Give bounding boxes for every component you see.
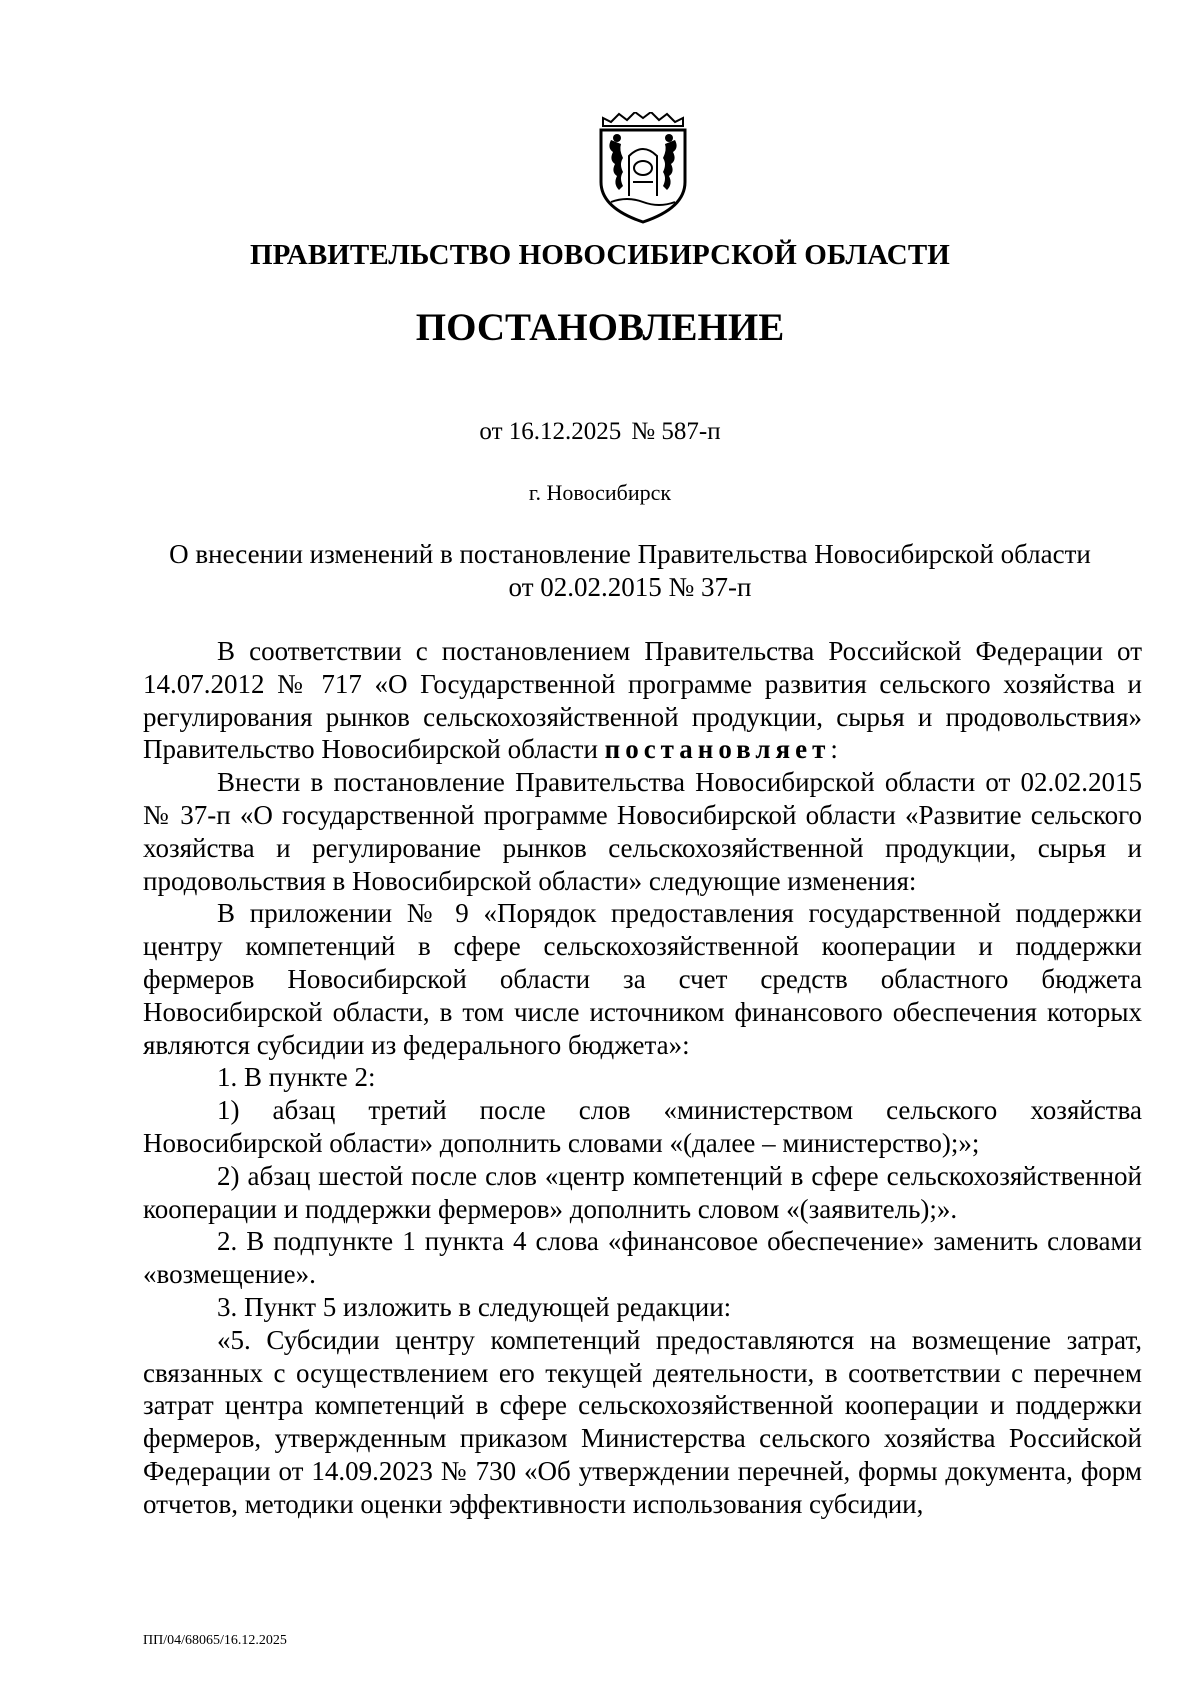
paragraph-item-1-2: 2) абзац шестой после слов «центр компетенций в сфере сельскохозяйственной кооперации и поддержки фермеров» дополнить словом «(заявитель);». <box>143 1160 1142 1224</box>
document-subject <box>140 538 1120 604</box>
document-type-title: ПОСТАНОВЛЕНИЕ <box>415 306 785 349</box>
paragraph-intro: Внести в постановление Правительства Новосибирской области от 02.02.2015 № 37-п «О государственной программе Новосибирской области «Развитие сельского хозяйства и регулирование рынков сельскохозяйственной продукции, сырья и продовольствия в Новосибирской области» следующие изменения: <box>143 767 1142 896</box>
paragraph-item-2: 2. В подпункте 1 пункта 4 слова «финансовое обеспечение» заменить словами «возмещение». <box>143 1226 1142 1290</box>
document-number: № 587-п <box>631 418 721 445</box>
subject-line-2: от 02.02.2015 № 37-п <box>508 572 752 602</box>
resolves-colon: : <box>830 734 838 765</box>
coat-of-arms-icon <box>597 112 689 224</box>
document-date: от 16.12.2025 <box>479 418 622 445</box>
subject-line-1: О внесении изменений в постановление Правительства Новосибирской области <box>169 539 1091 569</box>
footer-document-code: ПП/04/68065/16.12.2025 <box>143 1633 287 1648</box>
paragraph-preamble <box>143 635 1142 766</box>
coat-of-arms-emblem <box>597 112 689 224</box>
paragraph-appendix: В приложении № 9 «Порядок предоставления государственной поддержки центру компетенций в сфере сельскохозяйственной кооперации и поддержки фермеров Новосибирской области за счет средств областного бюджета Новосибирской области, в том числе источником финансового обеспечения которых являются субсидии из федерального бюджета»: <box>143 898 1142 1060</box>
paragraph-item-3: 3. Пункт 5 изложить в следующей редакции: <box>217 1291 732 1322</box>
document-body <box>143 635 1142 1521</box>
organization-name: ПРАВИТЕЛЬСТВО НОВОСИБИРСКОЙ ОБЛАСТИ <box>250 239 950 271</box>
date-number-line <box>0 417 1200 447</box>
resolves-word: постановляет <box>604 734 831 765</box>
paragraph-item-1-1: 1) абзац третий после слов «министерством сельского хозяйства Новосибирской области» дополнить словами «(далее – министерство);»; <box>143 1095 1142 1158</box>
preamble-text: В соответствии с постановлением Правительства Российской Федерации от 14.07.2012 № 717 «О Государственной программе развития сельского хозяйства и регулирования рынков сельскохозяйственной продукции, сырья и продовольствия» Правительство Новосибирской области <box>143 636 1142 765</box>
city-name: г. Новосибирск <box>528 480 672 505</box>
paragraph-item-3-text: «5. Субсидии центру компетенций предоставляются на возмещение затрат, связанных с осуществлением его текущей деятельности, в соответствии с перечнем затрат центра компетенций в сфере сельскохозяйственной кооперации и поддержки фермеров, утвержденным приказом Министерства сельского хозяйства Российской Федерации от 14.09.2023 № 730 «Об утверждении перечней, формы документа, форм отчетов, методики оценки эффективности использования субсидии, <box>143 1324 1142 1519</box>
paragraph-item-1: 1. В пункте 2: <box>217 1062 376 1093</box>
